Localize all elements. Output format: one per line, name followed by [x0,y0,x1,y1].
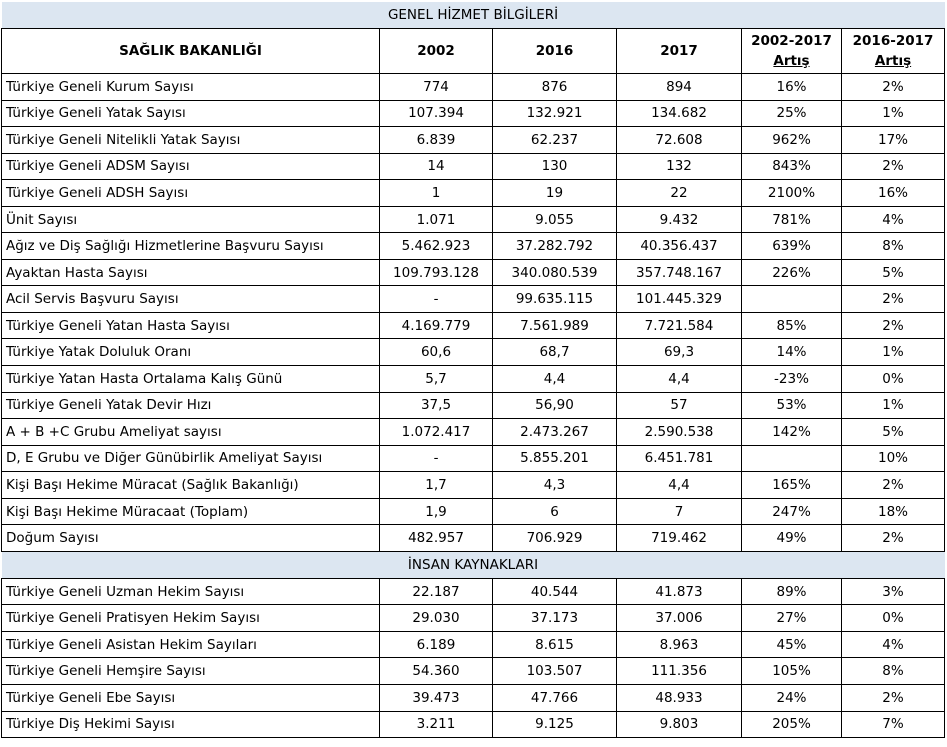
table-row [2,472,945,499]
header-increase-2016-2017-label: Artış [874,53,912,69]
value-2017: 7.721.584 [617,312,742,339]
health-statistics-table [1,2,945,738]
value-2016: 99.635.115 [493,286,617,313]
increase-2002-2017 [742,286,842,313]
value-2016: 5.855.201 [493,445,617,472]
increase-2016-2017: 2% [842,525,945,552]
value-2016: 37.173 [493,605,617,632]
row-label: Doğum Sayısı [2,525,380,552]
table-row [2,259,945,286]
value-2016: 4,4 [493,366,617,393]
value-2017: 8.963 [617,631,742,658]
increase-2016-2017: 2% [842,472,945,499]
value-2017: 6.451.781 [617,445,742,472]
value-2016: 103.507 [493,658,617,685]
value-2016: 130 [493,153,617,180]
row-label: Türkiye Diş Hekimi Sayısı [2,711,380,738]
increase-2002-2017: 247% [742,498,842,525]
value-2017: 7 [617,498,742,525]
row-label: A + B +C Grubu Ameliyat sayısı [2,419,380,446]
value-2016: 876 [493,74,617,101]
row-label: Kişi Başı Hekime Müracaat (Toplam) [2,498,380,525]
increase-2016-2017: 2% [842,286,945,313]
row-label: Türkiye Geneli Yatan Hasta Sayısı [2,312,380,339]
table-row [2,711,945,738]
value-2002: 54.360 [380,658,493,685]
value-2002: - [380,445,493,472]
value-2002: - [380,286,493,313]
value-2016: 40.544 [493,578,617,605]
section-hr-title: İNSAN KAYNAKLARI [2,551,945,578]
header-2016: 2016 [493,29,617,74]
increase-2016-2017: 2% [842,685,945,712]
value-2017: 719.462 [617,525,742,552]
row-label: Türkiye Yatan Hasta Ortalama Kalış Günü [2,366,380,393]
value-2016: 62.237 [493,127,617,154]
table-row [2,286,945,313]
value-2016: 8.615 [493,631,617,658]
row-label: Türkiye Geneli Pratisyen Hekim Sayısı [2,605,380,632]
row-label: Türkiye Geneli Kurum Sayısı [2,74,380,101]
increase-2002-2017: -23% [742,366,842,393]
row-label: Türkiye Geneli Yatak Devir Hızı [2,392,380,419]
table-row [2,419,945,446]
value-2016: 132.921 [493,100,617,127]
value-2017: 72.608 [617,127,742,154]
increase-2002-2017: 226% [742,259,842,286]
increase-2016-2017: 4% [842,206,945,233]
header-increase-2016-2017 [842,29,945,74]
increase-2016-2017: 16% [842,180,945,207]
row-label: Türkiye Geneli Hemşire Sayısı [2,658,380,685]
header-increase-2002-2017 [742,29,842,74]
value-2002: 14 [380,153,493,180]
value-2002: 6.189 [380,631,493,658]
table-row [2,74,945,101]
increase-2016-2017: 1% [842,339,945,366]
table-row [2,525,945,552]
value-2002: 1 [380,180,493,207]
value-2016: 2.473.267 [493,419,617,446]
value-2017: 4,4 [617,366,742,393]
increase-2002-2017: 49% [742,525,842,552]
increase-2002-2017: 105% [742,658,842,685]
value-2017: 357.748.167 [617,259,742,286]
increase-2016-2017: 1% [842,100,945,127]
table-row [2,339,945,366]
table-row [2,180,945,207]
header-2017: 2017 [617,29,742,74]
row-label: Türkiye Geneli ADSH Sayısı [2,180,380,207]
table-row [2,312,945,339]
value-2002: 4.169.779 [380,312,493,339]
value-2002: 5,7 [380,366,493,393]
value-2017: 894 [617,74,742,101]
table-row [2,578,945,605]
increase-2016-2017: 8% [842,233,945,260]
increase-2002-2017: 27% [742,605,842,632]
value-2002: 107.394 [380,100,493,127]
increase-2016-2017: 0% [842,366,945,393]
value-2002: 774 [380,74,493,101]
value-2017: 40.356.437 [617,233,742,260]
value-2017: 9.432 [617,206,742,233]
value-2017: 2.590.538 [617,419,742,446]
table-row [2,631,945,658]
increase-2016-2017: 7% [842,711,945,738]
value-2002: 6.839 [380,127,493,154]
value-2016: 47.766 [493,685,617,712]
row-label: Kişi Başı Hekime Müracat (Sağlık Bakanlığı) [2,472,380,499]
row-label: Türkiye Geneli Ebe Sayısı [2,685,380,712]
row-label: Ayaktan Hasta Sayısı [2,259,380,286]
value-2016: 68,7 [493,339,617,366]
header-row [2,29,945,74]
section-general-title: GENEL HİZMET BİLGİLERİ [2,2,945,29]
table-row [2,127,945,154]
header-ministry: SAĞLIK BAKANLIĞI [2,29,380,74]
value-2017: 9.803 [617,711,742,738]
value-2017: 111.356 [617,658,742,685]
row-label: Acil Servis Başvuru Sayısı [2,286,380,313]
row-label: Türkiye Geneli Nitelikli Yatak Sayısı [2,127,380,154]
increase-2016-2017: 1% [842,392,945,419]
table-row [2,685,945,712]
row-label: Ünit Sayısı [2,206,380,233]
increase-2002-2017: 53% [742,392,842,419]
value-2002: 3.211 [380,711,493,738]
increase-2002-2017: 85% [742,312,842,339]
value-2017: 37.006 [617,605,742,632]
value-2016: 6 [493,498,617,525]
increase-2016-2017: 5% [842,419,945,446]
increase-2002-2017: 16% [742,74,842,101]
table-row [2,605,945,632]
increase-2016-2017: 8% [842,658,945,685]
value-2002: 60,6 [380,339,493,366]
increase-2002-2017: 2100% [742,180,842,207]
value-2017: 134.682 [617,100,742,127]
increase-2016-2017: 4% [842,631,945,658]
increase-2002-2017: 89% [742,578,842,605]
value-2002: 1,7 [380,472,493,499]
increase-2016-2017: 0% [842,605,945,632]
value-2016: 56,90 [493,392,617,419]
increase-2016-2017: 2% [842,74,945,101]
increase-2002-2017: 962% [742,127,842,154]
table-row [2,445,945,472]
increase-2002-2017: 639% [742,233,842,260]
table-row [2,366,945,393]
row-label: Türkiye Geneli Yatak Sayısı [2,100,380,127]
table-row [2,498,945,525]
increase-2002-2017: 843% [742,153,842,180]
increase-2016-2017: 3% [842,578,945,605]
value-2017: 4,4 [617,472,742,499]
value-2002: 1.071 [380,206,493,233]
section-general-row [2,2,945,29]
value-2016: 9.125 [493,711,617,738]
header-increase-2016-2017-range: 2016-2017 [852,33,934,49]
increase-2016-2017: 5% [842,259,945,286]
value-2002: 482.957 [380,525,493,552]
value-2002: 22.187 [380,578,493,605]
value-2017: 69,3 [617,339,742,366]
row-label: Türkiye Yatak Doluluk Oranı [2,339,380,366]
value-2017: 41.873 [617,578,742,605]
section-hr-row [2,551,945,578]
increase-2016-2017: 18% [842,498,945,525]
table-row [2,233,945,260]
value-2002: 5.462.923 [380,233,493,260]
value-2016: 19 [493,180,617,207]
increase-2002-2017: 165% [742,472,842,499]
value-2002: 37,5 [380,392,493,419]
value-2002: 1.072.417 [380,419,493,446]
row-label: D, E Grubu ve Diğer Günübirlik Ameliyat Sayısı [2,445,380,472]
increase-2002-2017: 14% [742,339,842,366]
row-label: Türkiye Geneli Asistan Hekim Sayıları [2,631,380,658]
header-increase-2002-2017-label: Artış [773,53,810,69]
table-row [2,392,945,419]
increase-2002-2017: 25% [742,100,842,127]
increase-2016-2017: 17% [842,127,945,154]
value-2017: 22 [617,180,742,207]
row-label: Türkiye Geneli Uzman Hekim Sayısı [2,578,380,605]
value-2017: 57 [617,392,742,419]
table-row [2,658,945,685]
increase-2002-2017: 205% [742,711,842,738]
increase-2002-2017: 24% [742,685,842,712]
value-2017: 132 [617,153,742,180]
value-2017: 48.933 [617,685,742,712]
value-2002: 109.793.128 [380,259,493,286]
table-row [2,206,945,233]
value-2016: 4,3 [493,472,617,499]
value-2016: 706.929 [493,525,617,552]
row-label: Türkiye Geneli ADSM Sayısı [2,153,380,180]
table-row [2,100,945,127]
value-2016: 340.080.539 [493,259,617,286]
header-increase-2002-2017-range: 2002-2017 [751,33,832,49]
value-2016: 37.282.792 [493,233,617,260]
value-2002: 1,9 [380,498,493,525]
row-label: Ağız ve Diş Sağlığı Hizmetlerine Başvuru Sayısı [2,233,380,260]
value-2017: 101.445.329 [617,286,742,313]
increase-2016-2017: 2% [842,312,945,339]
value-2002: 39.473 [380,685,493,712]
table-row [2,153,945,180]
header-2002: 2002 [380,29,493,74]
value-2016: 9.055 [493,206,617,233]
value-2016: 7.561.989 [493,312,617,339]
increase-2002-2017: 781% [742,206,842,233]
increase-2002-2017 [742,445,842,472]
increase-2002-2017: 45% [742,631,842,658]
increase-2002-2017: 142% [742,419,842,446]
increase-2016-2017: 2% [842,153,945,180]
increase-2016-2017: 10% [842,445,945,472]
value-2002: 29.030 [380,605,493,632]
